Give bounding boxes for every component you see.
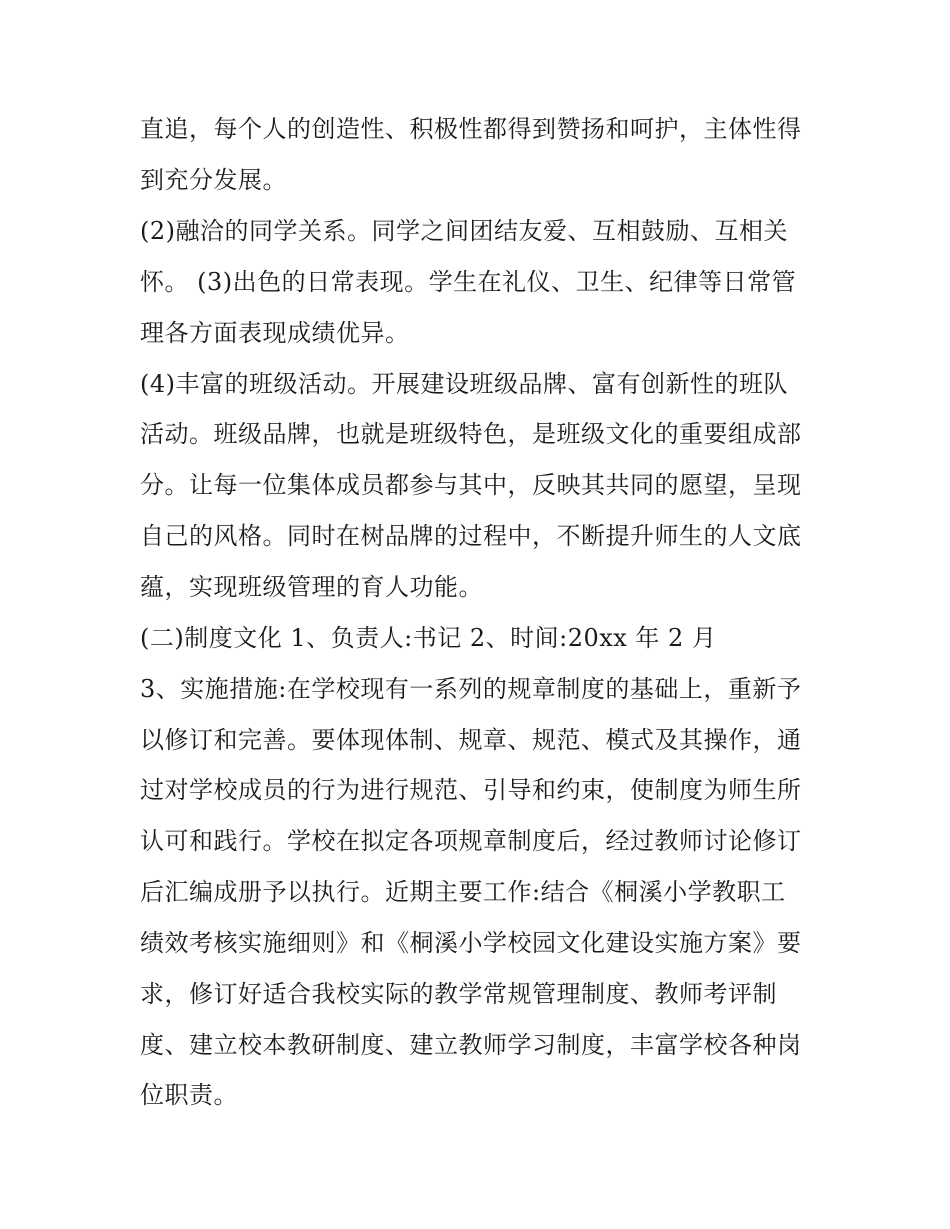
text-line: 认可和践行。学校在拟定各项规章制度后，经过教师讨论修订 [140,827,802,855]
text-line: 度、建立校本教研制度、建立教师学习制度，丰富学校各种岗 [140,1031,802,1059]
text-line: 后汇编成册予以执行。近期主要工作:结合《桐溪小学教职工 [140,878,786,906]
text-line: 直追，每个人的创造性、积极性都得到赞扬和呵护，主体性得 [140,115,802,143]
text-line: (4)丰富的班级活动。开展建设班级品牌、富有创新性的班队 [140,370,788,398]
text-line: (2)融洽的同学关系。同学之间团结友爱、互相鼓励、互相关 [140,217,788,245]
text-line: 以修订和完善。要体现体制、规章、规范、模式及其操作，通 [140,726,802,754]
text-line: 到充分发展。 [140,166,287,194]
text-line: 求，修订好适合我校实际的教学常规管理制度、教师考评制 [140,980,777,1008]
text-line: 蕴，实现班级管理的育人功能。 [140,573,483,601]
text-line: 怀。 (3)出色的日常表现。学生在礼仪、卫生、纪律等日常管 [140,268,797,296]
text-line: (二)制度文化 1、负责人:书记 2、时间:20xx 年 2 月 [140,624,717,652]
text-line: 理各方面表现成绩优异。 [140,319,410,347]
text-line: 分。让每一位集体成员都参与其中，反映其共同的愿望，呈现 [140,471,802,499]
text-line: 过对学校成员的行为进行规范、引导和约束，使制度为师生所 [140,776,802,804]
text-line: 位职责。 [140,1081,238,1109]
text-line: 自己的风格。同时在树品牌的过程中，不断提升师生的人文底 [140,522,802,550]
text-line: 绩效考核实施细则》和《桐溪小学校园文化建设实施方案》要 [140,929,802,957]
text-line: 活动。班级品牌，也就是班级特色，是班级文化的重要组成部 [140,420,802,448]
text-line: 3、实施措施:在学校现有一系列的规章制度的基础上，重新予 [140,675,802,703]
